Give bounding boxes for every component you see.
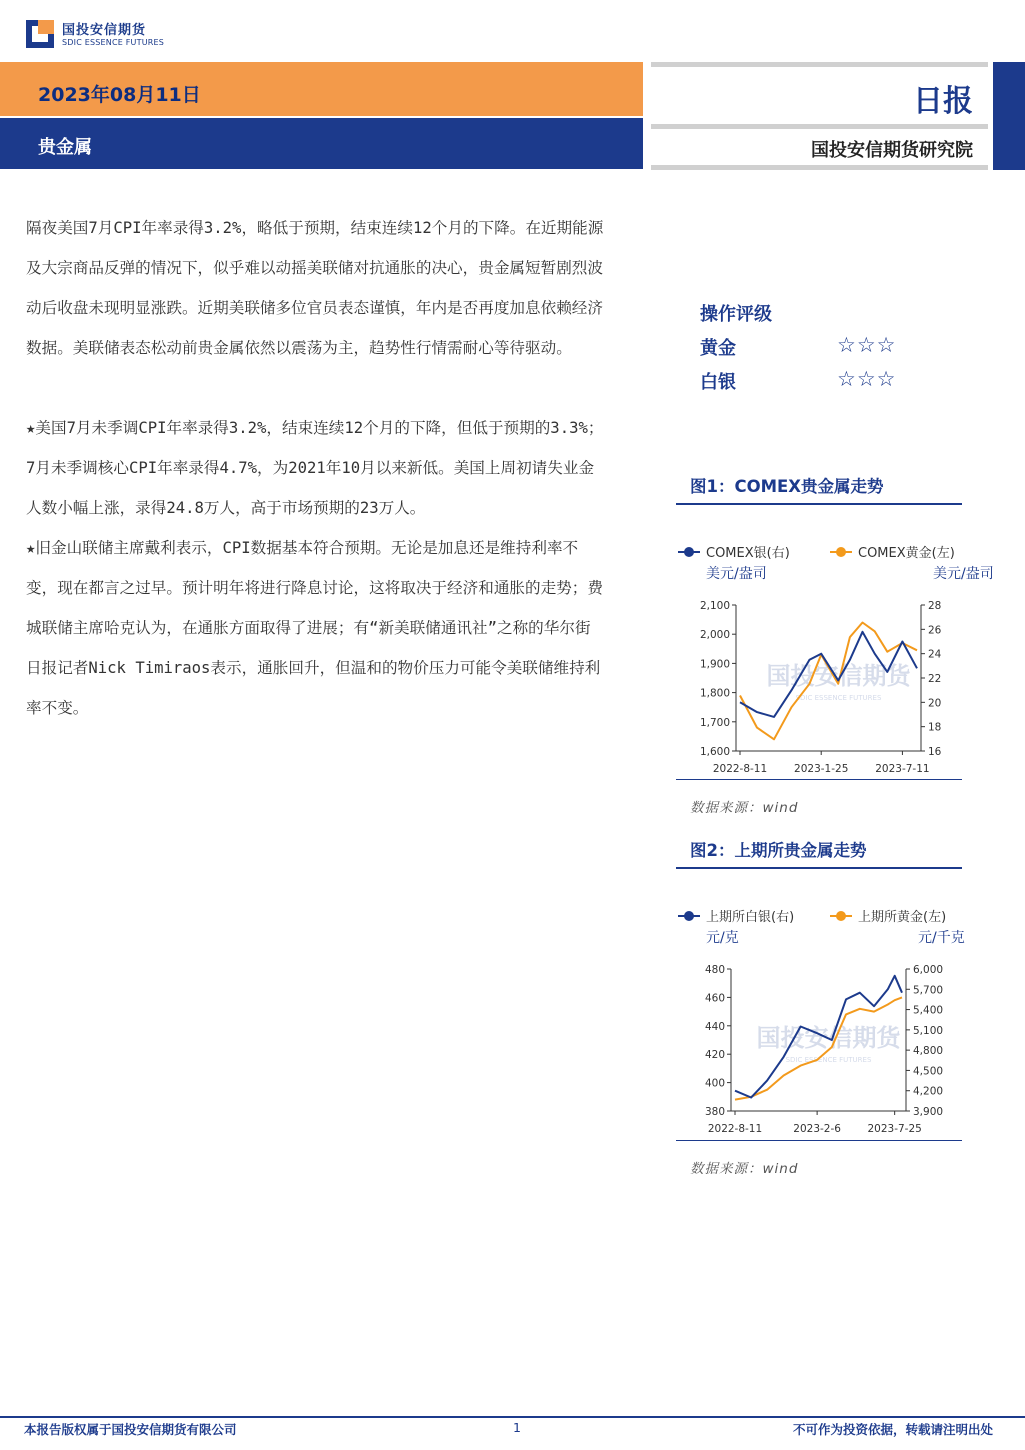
- header-divider-middle: [651, 124, 988, 129]
- report-body: [26, 208, 606, 728]
- x-tick-label: 2023-1-25: [794, 763, 849, 775]
- figure-2-chart: [676, 895, 966, 1140]
- figure-2-title: 图2：上期所贵金属走势: [690, 841, 867, 860]
- right-tick-label: 16: [928, 746, 942, 758]
- left-tick-label: 440: [704, 1020, 725, 1033]
- right-tick-label: 5,400: [913, 1004, 944, 1017]
- right-tick-label: 5,100: [913, 1024, 944, 1037]
- right-tick-label: 20: [928, 697, 942, 710]
- legend-marker: [684, 911, 694, 921]
- right-tick-label: 24: [928, 648, 942, 661]
- figure-2-source: 数据来源：wind: [690, 1161, 799, 1177]
- legend-item: [830, 909, 946, 925]
- left-tick-label: 460: [704, 992, 725, 1005]
- left-axis-unit: 美元/盎司: [706, 566, 767, 582]
- x-tick-label: 2022-8-11: [707, 1123, 763, 1135]
- section-title: 贵金属: [38, 137, 92, 158]
- left-tick-label: 420: [704, 1049, 725, 1062]
- rating-stars: ☆☆☆: [837, 367, 897, 391]
- rating-row-silver: [700, 368, 960, 402]
- rating-name: 白银: [700, 372, 736, 393]
- footer-disclaimer: 不可作为投资依据，转载请注明出处: [792, 1422, 993, 1437]
- legend-marker: [836, 911, 846, 921]
- legend-item: [678, 910, 794, 925]
- right-tick-label: 4,200: [913, 1085, 944, 1098]
- legend-item: [830, 545, 955, 561]
- rating-row-gold: [700, 334, 960, 368]
- x-tick-label: 2023-7-25: [867, 1123, 922, 1135]
- logo-mark-icon: [24, 18, 56, 50]
- legend-label: 上期所白银(右): [706, 910, 795, 925]
- watermark-text-en: SDIC ESSENCE FUTURES: [785, 1056, 872, 1064]
- footer-copyright: 本报告版权属于国投安信期货有限公司: [24, 1422, 237, 1437]
- left-tick-label: 2,100: [699, 600, 730, 612]
- rating-stars: ☆☆☆: [837, 333, 897, 357]
- right-tick-label: 26: [928, 624, 942, 637]
- left-tick-label: 1,700: [699, 716, 730, 729]
- right-tick-label: 6,000: [913, 964, 944, 976]
- body-paragraph-fed: ★旧金山联储主席戴利表示，CPI数据基本符合预期。无论是加息还是维持利率不变，现在都言之过早。预计明年将进行降息讨论，这将取决于经济和通胀的走势；费城联储主席哈克认为，在通胀方面取得了进展；有“新美联储通讯社”之称的华尔街日报记者Nick Timiraos表示，通胀回升，但温和的物价压力可能令美联储维持利率不变。: [26, 539, 603, 717]
- left-tick-label: 380: [704, 1106, 725, 1118]
- watermark-text: 国投安信期货: [766, 662, 911, 690]
- institute-name: 国投安信期货研究院: [811, 140, 973, 161]
- legend-label: COMEX黄金(左): [858, 546, 955, 561]
- operation-rating: [700, 300, 960, 402]
- header-divider-top: [651, 62, 988, 67]
- logo-name-en: SDIC ESSENCE FUTURES: [62, 38, 165, 47]
- figure-1-bottom-rule: [676, 779, 962, 780]
- body-paragraph-cpi: ★美国7月未季调CPI年率录得3.2%，结束连续12个月的下降，但低于预期的3.3%；7月未季调核心CPI年率录得4.7%，为2021年10月以来新低。美国上周初请失业金人数小幅上涨，录得24.8万人，高于市场预期的23万人。: [26, 419, 604, 517]
- left-tick-label: 1,800: [699, 687, 730, 700]
- section-band: [0, 118, 643, 169]
- right-tick-label: 22: [928, 673, 942, 685]
- left-axis-unit: 元/克: [706, 930, 739, 946]
- figure-1-source: 数据来源：wind: [690, 800, 799, 816]
- legend-label: 上期所黄金(左): [858, 910, 947, 925]
- right-axis-unit: 元/千克: [918, 930, 965, 946]
- right-tick-label: 3,900: [913, 1106, 944, 1118]
- left-tick-label: 2,000: [699, 629, 730, 642]
- page-number: 1: [513, 1420, 521, 1435]
- header-side-bar: [993, 62, 1025, 170]
- legend-item: [678, 546, 790, 561]
- rating-title: 操作评级: [700, 304, 772, 325]
- right-tick-label: 18: [928, 721, 942, 734]
- figure-1-chart: [676, 530, 994, 780]
- right-tick-label: 28: [928, 600, 942, 612]
- figure-2-top-rule: [676, 867, 962, 869]
- logo-name-cn: 国投安信期货: [62, 23, 147, 38]
- report-date: 2023年08月11日: [38, 84, 201, 106]
- legend-marker: [684, 547, 694, 557]
- left-tick-label: 1,900: [699, 658, 730, 671]
- legend-label: COMEX银(右): [706, 546, 790, 561]
- figure-1-title: 图1：COMEX贵金属走势: [690, 477, 884, 496]
- left-tick-label: 400: [704, 1077, 725, 1090]
- left-tick-label: 1,600: [699, 746, 730, 758]
- rating-name: 黄金: [700, 338, 736, 359]
- watermark-text: 国投安信期货: [756, 1024, 901, 1052]
- watermark-text-en: SDIC ESSENCE FUTURES: [795, 694, 882, 702]
- right-tick-label: 4,500: [913, 1065, 944, 1078]
- figure-2-bottom-rule: [676, 1140, 962, 1141]
- footer-rule: [0, 1416, 1025, 1418]
- body-paragraph-summary: 隔夜美国7月CPI年率录得3.2%，略低于预期，结束连续12个月的下降。在近期能源及大宗商品反弹的情况下，似乎难以动摇美联储对抗通胀的决心，贵金属短暂剧烈波动后收盘未现明显涨跌。近期美联储多位官员表态谨慎，年内是否再度加息依赖经济数据。美联储表态松动前贵金属依然以震荡为主，趋势性行情需耐心等待驱动。: [26, 219, 604, 357]
- legend-marker: [836, 547, 846, 557]
- company-logo: [24, 16, 164, 54]
- x-tick-label: 2023-2-6: [793, 1123, 841, 1135]
- right-axis-unit: 美元/盎司: [933, 566, 994, 582]
- right-tick-label: 5,700: [913, 984, 944, 997]
- doc-type: 日报: [913, 84, 973, 119]
- x-tick-label: 2023-7-11: [875, 763, 930, 775]
- header-divider-bottom: [651, 165, 988, 170]
- left-tick-label: 480: [704, 964, 725, 976]
- figure-1-top-rule: [676, 503, 962, 505]
- x-tick-label: 2022-8-11: [712, 763, 768, 775]
- right-tick-label: 4,800: [913, 1045, 944, 1058]
